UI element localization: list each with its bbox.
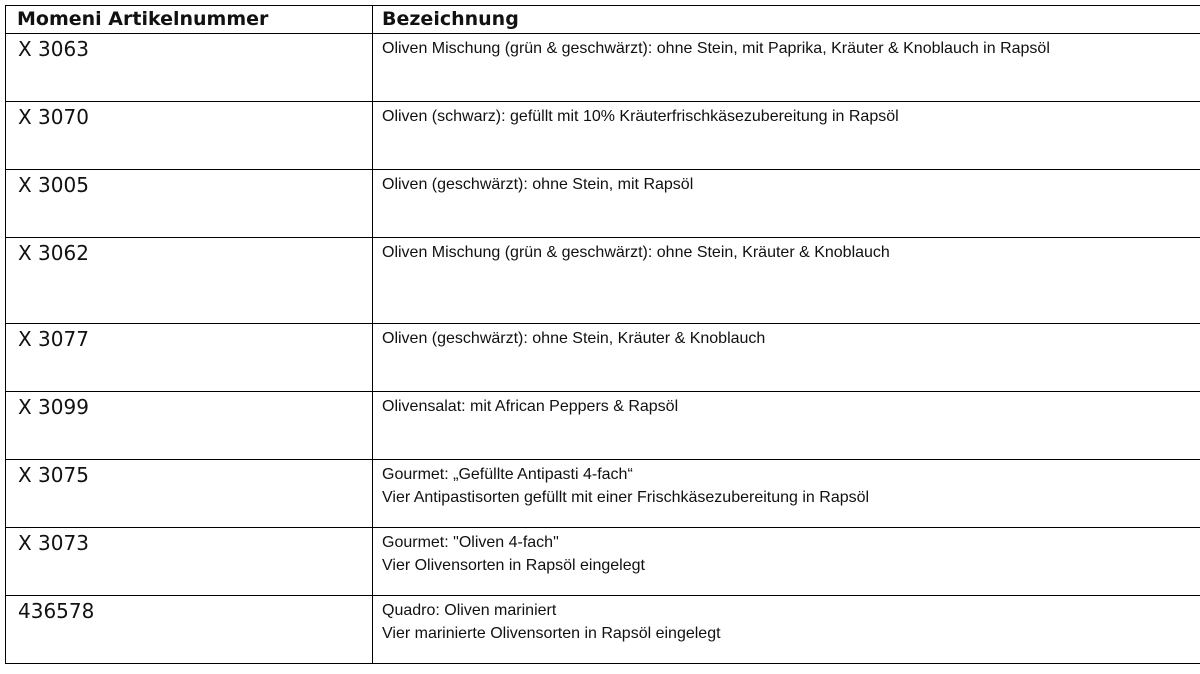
table-row	[6, 324, 1200, 392]
description-line-1: Oliven (geschwärzt): ohne Stein, Kräuter & Knoblauch	[382, 330, 766, 347]
description-cell	[373, 34, 1200, 102]
article-number-cell: X 3073	[6, 528, 373, 596]
article-number-cell: X 3099	[6, 392, 373, 460]
article-number-cell: X 3063	[6, 34, 373, 102]
description-line-2: Vier marinierte Olivensorten in Rapsöl eingelegt	[382, 625, 721, 642]
description-line-1: Olivensalat: mit African Peppers & Rapsöl	[382, 398, 679, 415]
description-line-1: Gourmet: „Gefüllte Antipasti 4-fach“	[382, 466, 633, 483]
description-line-1: Gourmet: "Oliven 4-fach"	[382, 534, 559, 551]
description-cell	[373, 102, 1200, 170]
table-row	[6, 238, 1200, 324]
table-row	[6, 34, 1200, 102]
description-cell	[373, 170, 1200, 238]
description-cell	[373, 324, 1200, 392]
article-number-cell: X 3075	[6, 460, 373, 528]
description-cell	[373, 392, 1200, 460]
column-header-article-number: Momeni Artikelnummer	[6, 6, 373, 34]
table-row	[6, 102, 1200, 170]
description-line-1: Oliven Mischung (grün & geschwärzt): ohne Stein, Kräuter & Knoblauch	[382, 244, 890, 261]
table-header-row	[6, 6, 1200, 34]
description-line-2: Vier Olivensorten in Rapsöl eingelegt	[382, 557, 645, 574]
description-cell	[373, 596, 1200, 664]
description-cell	[373, 528, 1200, 596]
article-number-cell: X 3005	[6, 170, 373, 238]
description-line-1: Oliven Mischung (grün & geschwärzt): ohne Stein, mit Paprika, Kräuter & Knoblauch in Rapsöl	[382, 40, 1050, 57]
table-row	[6, 596, 1200, 664]
table-row	[6, 392, 1200, 460]
product-table	[5, 5, 1200, 664]
article-number-cell: X 3077	[6, 324, 373, 392]
description-cell	[373, 460, 1200, 528]
column-header-description: Bezeichnung	[373, 6, 1200, 34]
table-row	[6, 170, 1200, 238]
description-line-1: Oliven (schwarz): gefüllt mit 10% Kräuterfrischkäsezubereitung in Rapsöl	[382, 108, 899, 125]
description-line-1: Quadro: Oliven mariniert	[382, 602, 557, 619]
description-line-1: Oliven (geschwärzt): ohne Stein, mit Rapsöl	[382, 176, 694, 193]
article-number-cell: 436578	[6, 596, 373, 664]
article-number-cell: X 3062	[6, 238, 373, 324]
description-cell	[373, 238, 1200, 324]
description-line-2: Vier Antipastisorten gefüllt mit einer Frischkäsezubereitung in Rapsöl	[382, 489, 870, 506]
article-number-cell: X 3070	[6, 102, 373, 170]
table-row	[6, 528, 1200, 596]
table-row	[6, 460, 1200, 528]
